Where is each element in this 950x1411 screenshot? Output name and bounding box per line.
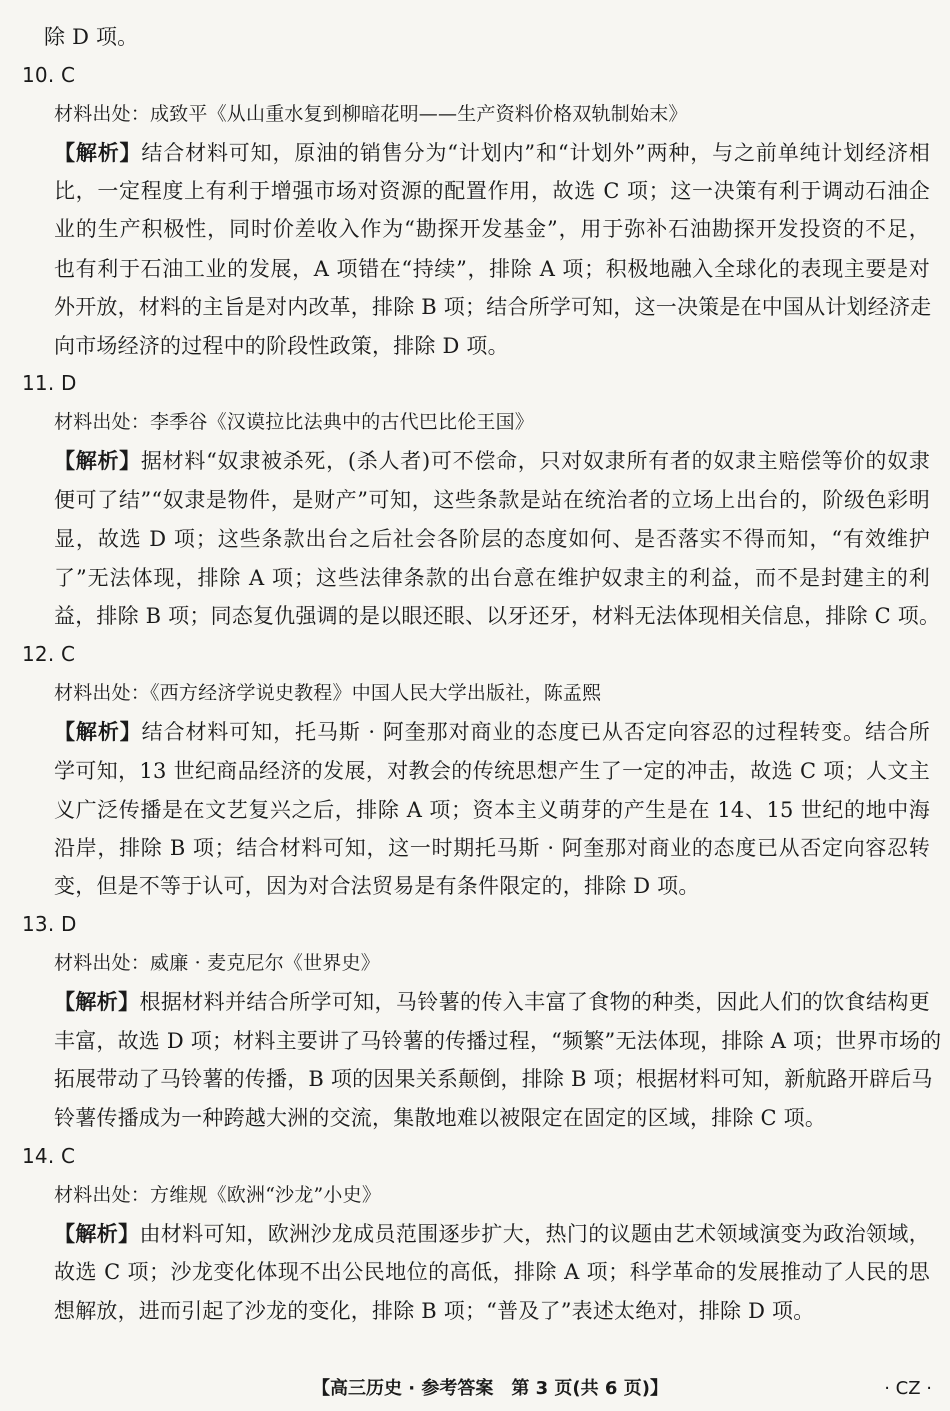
question-13-line-2: 丰富，故选 D 项；材料主要讲了马铃薯的传播过程，“频繁”无法体现，排除 A 项；世界市场的 — [54, 1029, 942, 1053]
question-14-line-2: 故选 C 项；沙龙变化体现不出公民地位的高低，排除 A 项；科学革命的发展推动了人民的思 — [54, 1260, 930, 1284]
question-10-line-1 — [54, 138, 930, 168]
question-12-line-2: 学可知，13 世纪商品经济的发展，对教会的传统思想产生了一定的冲击，故选 C 项；人文主 — [54, 759, 930, 783]
intro-continuation-line: 除 D 项。 — [44, 25, 139, 49]
question-14-line-1 — [54, 1219, 930, 1249]
question-10-text: 结合材料可知，原油的销售分为“计划内”和“计划外”两种，与之前单纯计划经济相 — [141, 141, 930, 165]
question-12-line-3: 义广泛传播是在文艺复兴之后，排除 A 项；资本主义萌芽的产生是在 14、15 世纪的地中海 — [54, 798, 930, 822]
question-13-text: 根据材料并结合所学可知，马铃薯的传入丰富了食物的种类，因此人们的饮食结构更 — [139, 990, 930, 1014]
question-12-line-4: 沿岸，排除 B 项；结合材料可知，这一时期托马斯 · 阿奎那对商业的态度已从否定向容忍转 — [54, 836, 930, 860]
question-11-line-3: 显，故选 D 项；这些条款出台之后社会各阶层的态度如何、是否落实不得而知，“有效维护 — [54, 527, 930, 551]
question-11-line-2: 便可了结”“奴隶是物件，是财产”可知，这些条款是站在统治者的立场上出台的，阶级色彩明 — [54, 488, 930, 512]
question-10-line-6: 向市场经济的过程中的阶段性政策，排除 D 项。 — [54, 334, 509, 358]
question-10-number: 10. C — [22, 63, 76, 87]
question-10-line-3: 业的生产积极性，同时价差收入作为“勘探开发基金”，用于弥补石油勘探开发投资的不足， — [54, 217, 930, 241]
question-14-line-3: 想解放，进而引起了沙龙的变化，排除 B 项；“普及了”表述太绝对，排除 D 项。 — [54, 1299, 815, 1323]
analysis-tag: 【解析】 — [54, 1222, 140, 1246]
question-11-line-4: 了”无法体现，排除 A 项；这些法律条款的出台意在维护奴隶主的利益，而不是封建主的利 — [54, 566, 930, 590]
question-13-line-3: 拓展带动了马铃薯的传播，B 项的因果关系颠倒，排除 B 项；根据材料可知，新航路开辟后马 — [54, 1067, 933, 1091]
question-10-line-4: 也有利于石油工业的发展，A 项错在“持续”，排除 A 项；积极地融入全球化的表现主要是对 — [54, 257, 930, 281]
question-10-line-5: 外开放，材料的主旨是对内改革，排除 B 项；结合所学可知，这一决策是在中国从计划经济走 — [54, 295, 932, 319]
analysis-tag: 【解析】 — [54, 141, 142, 165]
question-12-line-1 — [54, 717, 930, 747]
analysis-tag: 【解析】 — [54, 449, 141, 473]
question-12-number: 12. C — [22, 642, 76, 666]
question-14-text: 由材料可知，欧洲沙龙成员范围逐步扩大，热门的议题由艺术领域演变为政治领域， — [139, 1222, 930, 1246]
question-14-number: 14. C — [22, 1144, 76, 1168]
question-12-line-5: 变，但是不等于认可，因为对合法贸易是有条件限定的，排除 D 项。 — [54, 874, 700, 898]
question-11-text: 据材料“奴隶被杀死，(杀人者)可不偿命，只对奴隶所有者的奴隶主赔偿等价的奴隶 — [140, 449, 930, 473]
question-14-source: 材料出处：方维规《欧洲“沙龙”小史》 — [54, 1184, 382, 1206]
analysis-tag: 【解析】 — [54, 990, 140, 1014]
question-13-source: 材料出处：威廉 · 麦克尼尔《世界史》 — [54, 952, 380, 974]
footer-title: 【高三历史 · 参考答案 第 3 页(共 6 页)】 — [312, 1378, 668, 1399]
question-13-number: 13. D — [22, 912, 77, 936]
question-10-source: 材料出处：成致平《从山重水复到柳暗花明——生产资料价格双轨制始末》 — [54, 103, 688, 125]
question-11-line-1 — [54, 446, 930, 476]
question-13-line-1 — [54, 987, 930, 1017]
question-11-line-5: 益，排除 B 项；同态复仇强调的是以眼还眼、以牙还牙，材料无法体现相关信息，排除 C 项。 — [54, 604, 941, 628]
analysis-tag: 【解析】 — [54, 720, 142, 744]
question-12-text: 结合材料可知，托马斯 · 阿奎那对商业的态度已从否定向容忍的过程转变。结合所 — [141, 720, 930, 744]
question-11-source: 材料出处：李季谷《汉谟拉比法典中的古代巴比伦王国》 — [54, 411, 535, 433]
question-11-number: 11. D — [22, 371, 77, 395]
page-footer — [0, 1374, 950, 1404]
footer-code: · CZ · — [884, 1378, 932, 1399]
question-13-line-4: 铃薯传播成为一种跨越大洲的交流，集散地难以被限定在固定的区域，排除 C 项。 — [54, 1106, 827, 1130]
question-10-line-2: 比，一定程度上有利于增强市场对资源的配置作用，故选 C 项；这一决策有利于调动石油企 — [54, 179, 930, 203]
question-12-source: 材料出处：《西方经济学说史教程》中国人民大学出版社，陈孟熙 — [54, 682, 602, 704]
